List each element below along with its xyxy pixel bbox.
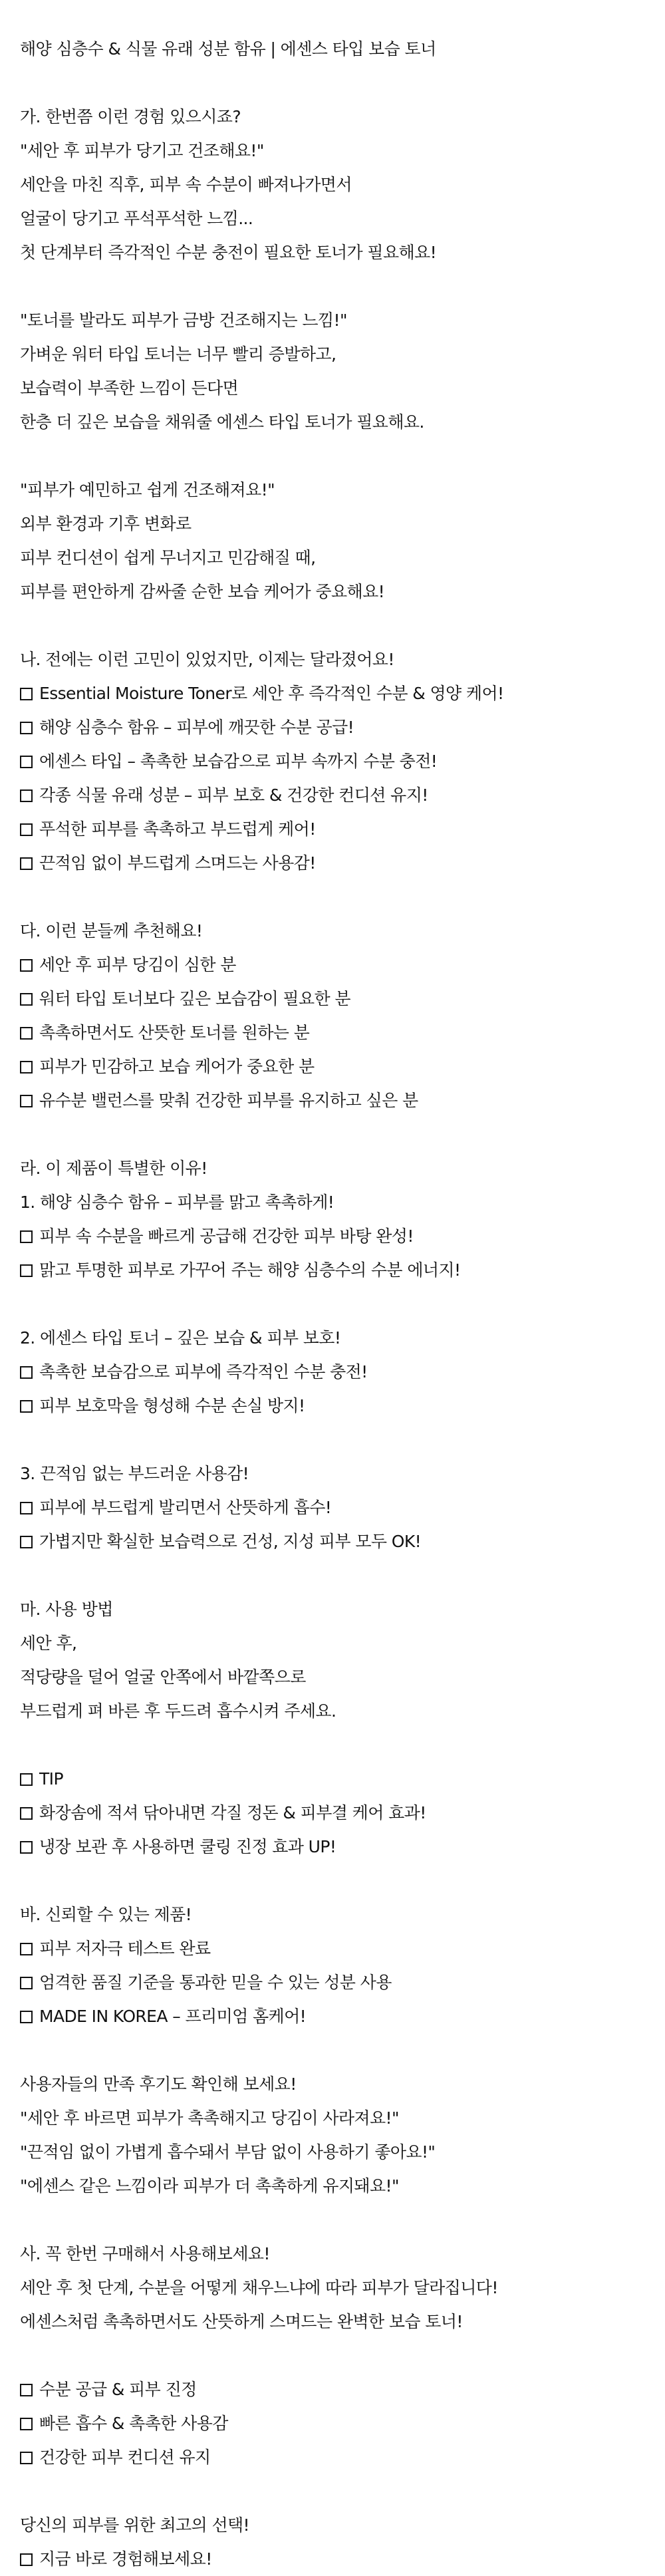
check-item-text: Essential Moisture Toner로 세안 후 즉각적인 수분 & 영양 케어!	[39, 684, 504, 703]
spacer	[20, 269, 652, 303]
check-item	[20, 982, 652, 1016]
section-ra	[20, 1151, 652, 1558]
check-item	[20, 1965, 652, 1999]
check-item-text: 각종 식물 유래 성분 – 피부 보호 & 건강한 컨디션 유지!	[39, 786, 428, 805]
spacer	[20, 1117, 652, 1151]
review-heading: 사용자들의 만족 후기도 확인해 보세요!	[20, 2075, 297, 2094]
section-heading: 가. 한번쯤 이런 경험 있으시죠?	[20, 107, 241, 126]
check-item-text: 화장솜에 적셔 닦아내면 각질 정돈 & 피부결 케어 효과!	[39, 1803, 426, 1822]
check-item	[20, 2440, 652, 2474]
spacer	[20, 2033, 652, 2067]
body-text: 세안을 마친 직후, 피부 속 수분이 빠져나가면서	[20, 175, 352, 194]
checkbox-icon	[20, 789, 33, 802]
check-item	[20, 948, 652, 982]
spacer	[20, 2474, 652, 2508]
spacer	[20, 1558, 652, 1592]
check-item-text: 맑고 투명한 피부로 가꾸어 주는 해양 심층수의 수분 에너지!	[39, 1260, 461, 1280]
checkbox-icon	[20, 756, 33, 768]
spacer	[20, 609, 652, 643]
check-item-text: 수분 공급 & 피부 진정	[39, 2380, 197, 2399]
check-item-text: 빠른 흡수 & 촉촉한 사용감	[39, 2414, 228, 2433]
checkbox-icon	[20, 1977, 33, 1989]
checkbox-icon	[20, 1061, 33, 1073]
check-item	[20, 1762, 652, 1796]
review-quote: "세안 후 바르면 피부가 촉촉해지고 당김이 사라져요!"	[20, 2108, 399, 2128]
check-item-text: 에센스 타입 – 촉촉한 보습감으로 피부 속까지 수분 충전!	[39, 752, 438, 771]
check-item-text: 해양 심층수 함유 – 피부에 깨끗한 수분 공급!	[39, 718, 354, 737]
checkbox-icon	[20, 1536, 33, 1548]
body-text: 세안 후 첫 단계, 수분을 어떻게 채우느냐에 따라 피부가 달라집니다!	[20, 2278, 498, 2297]
check-item	[20, 1219, 652, 1253]
checkbox-icon	[20, 2011, 33, 2023]
body-text: 에센스처럼 촉촉하면서도 산뜻하게 스며드는 완벽한 보습 토너!	[20, 2312, 463, 2331]
spacer	[20, 1864, 652, 1898]
check-item	[20, 1050, 652, 1083]
checkbox-icon	[20, 1943, 33, 1955]
check-item-text: 피부 저자극 테스트 완료	[39, 1939, 211, 1958]
check-item	[20, 2542, 652, 2576]
checkbox-icon	[20, 688, 33, 700]
checkbox-icon	[20, 959, 33, 972]
checkbox-icon	[20, 1773, 33, 1786]
section-na	[20, 643, 652, 880]
checkbox-icon	[20, 993, 33, 1006]
spacer	[20, 880, 652, 914]
check-item	[20, 1524, 652, 1558]
spacer	[20, 66, 652, 100]
spacer	[20, 439, 652, 473]
document-body	[20, 32, 652, 2576]
body-text: 세안 후,	[20, 1634, 77, 1653]
point-title: 1. 해양 심층수 함유 – 피부를 맑고 촉촉하게!	[20, 1193, 334, 1212]
checkbox-icon	[20, 1502, 33, 1514]
spacer	[20, 2203, 652, 2237]
body-text: 외부 환경과 기후 변화로	[20, 514, 192, 533]
check-item	[20, 1389, 652, 1423]
checkbox-icon	[20, 1230, 33, 1243]
pain-point-title: "피부가 예민하고 쉽게 건조해져요!"	[20, 480, 275, 500]
pain-point-title: "세안 후 피부가 당기고 건조해요!"	[20, 141, 264, 160]
check-item-text: 피부에 부드럽게 발리면서 산뜻하게 흡수!	[39, 1498, 332, 1517]
body-text: 보습력이 부족한 느낌이 든다면	[20, 378, 239, 398]
check-item	[20, 1932, 652, 1965]
check-item-text: 가볍지만 확실한 보습력으로 건성, 지성 피부 모두 OK!	[39, 1532, 422, 1551]
section-heading: 바. 신뢰할 수 있는 제품!	[20, 1905, 192, 1924]
check-item-text: 세안 후 피부 당김이 심한 분	[39, 955, 236, 974]
check-item	[20, 1355, 652, 1389]
check-item	[20, 744, 652, 778]
checkbox-icon	[20, 1841, 33, 1854]
checkbox-icon	[20, 2553, 33, 2566]
check-item-text: 피부가 민감하고 보습 케어가 중요한 분	[39, 1057, 315, 1076]
checkbox-icon	[20, 722, 33, 734]
review-quote: "끈적임 없이 가볍게 흡수돼서 부담 없이 사용하기 좋아요!"	[20, 2142, 436, 2162]
body-text: 적당량을 덜어 얼굴 안쪽에서 바깥쪽으로	[20, 1667, 306, 1687]
check-item-text: 피부 보호막을 형성해 수분 손실 방지!	[39, 1396, 305, 1415]
check-item	[20, 1016, 652, 1050]
checkbox-icon	[20, 857, 33, 870]
check-item-text: 냉장 보관 후 사용하면 쿨링 진정 효과 UP!	[39, 1837, 336, 1856]
checkbox-icon	[20, 823, 33, 836]
body-text: 가벼운 워터 타입 토너는 너무 빨리 증발하고,	[20, 345, 336, 364]
check-item	[20, 846, 652, 880]
checkbox-icon	[20, 1264, 33, 1277]
check-item	[20, 1796, 652, 1830]
body-text: 얼굴이 당기고 푸석푸석한 느낌...	[20, 209, 253, 228]
body-text: 한층 더 깊은 보습을 채워줄 에센스 타입 토너가 필요해요.	[20, 412, 424, 432]
section-ma	[20, 1592, 652, 1864]
checkbox-icon	[20, 2452, 33, 2464]
check-item-text: 건강한 피부 컨디션 유지	[39, 2448, 211, 2467]
check-item	[20, 1999, 652, 2033]
check-item-text: 촉촉하면서도 산뜻한 토너를 원하는 분	[39, 1023, 310, 1042]
document-title: 해양 심층수 & 식물 유래 성분 함유 | 에센스 타입 보습 토너	[20, 39, 436, 59]
body-text: 피부 컨디션이 쉽게 무너지고 민감해질 때,	[20, 548, 316, 567]
point-title: 3. 끈적임 없는 부드러운 사용감!	[20, 1464, 249, 1483]
section-heading: 사. 꼭 한번 구매해서 사용해보세요!	[20, 2244, 270, 2263]
check-item-text: 유수분 밸런스를 맞춰 건강한 피부를 유지하고 싶은 분	[39, 1091, 418, 1110]
section-heading: 나. 전에는 이런 고민이 있었지만, 이제는 달라졌어요!	[20, 650, 394, 669]
check-item	[20, 778, 652, 812]
check-item-text: 워터 타입 토너보다 깊은 보습감이 필요한 분	[39, 989, 350, 1008]
body-text: 첫 단계부터 즉각적인 수분 충전이 필요한 토너가 필요해요!	[20, 243, 437, 262]
check-item	[20, 1083, 652, 1117]
check-item-text: 촉촉한 보습감으로 피부에 즉각적인 수분 충전!	[39, 1362, 368, 1381]
check-item	[20, 2406, 652, 2440]
closing-line: 당신의 피부를 위한 최고의 선택!	[20, 2515, 249, 2535]
checkbox-icon	[20, 2418, 33, 2430]
spacer	[20, 1287, 652, 1321]
spacer	[20, 2339, 652, 2372]
spacer	[20, 1423, 652, 1457]
section-da	[20, 914, 652, 1117]
check-item-text: 지금 바로 경험해보세요!	[39, 2549, 212, 2569]
body-text: 피부를 편안하게 감싸줄 순한 보습 케어가 중요해요!	[20, 582, 385, 601]
check-item	[20, 812, 652, 846]
check-item-text: 끈적임 없이 부드럽게 스며드는 사용감!	[39, 853, 316, 873]
checkbox-icon	[20, 2384, 33, 2396]
pain-point-title: "토너를 발라도 피부가 금방 건조해지는 느낌!"	[20, 311, 347, 330]
check-item	[20, 676, 652, 710]
check-item	[20, 1830, 652, 1864]
section-sa	[20, 2237, 652, 2474]
point-title: 2. 에센스 타입 토너 – 깊은 보습 & 피부 보호!	[20, 1328, 341, 1348]
body-text: 부드럽게 펴 바른 후 두드려 흡수시켜 주세요.	[20, 1701, 336, 1721]
check-item	[20, 2372, 652, 2406]
check-item-text: 푸석한 피부를 촉촉하고 부드럽게 케어!	[39, 819, 316, 839]
checkbox-icon	[20, 1095, 33, 1107]
spacer	[20, 1728, 652, 1762]
check-item	[20, 1253, 652, 1287]
section-ba	[20, 1898, 652, 2203]
checkbox-icon	[20, 1807, 33, 1820]
check-item-text: MADE IN KOREA – 프리미엄 홈케어!	[39, 2007, 307, 2026]
closing	[20, 2508, 652, 2576]
checkbox-icon	[20, 1027, 33, 1040]
check-item-text: 엄격한 품질 기준을 통과한 믿을 수 있는 성분 사용	[39, 1973, 392, 1992]
section-ga	[20, 100, 652, 609]
checkbox-icon	[20, 1400, 33, 1413]
check-item	[20, 710, 652, 744]
checkbox-icon	[20, 1366, 33, 1379]
review-quote: "에센스 같은 느낌이라 피부가 더 촉촉하게 유지돼요!"	[20, 2176, 399, 2196]
check-item-text: TIP	[39, 1769, 63, 1789]
section-heading: 다. 이런 분들께 추천해요!	[20, 921, 203, 940]
section-heading: 라. 이 제품이 특별한 이유!	[20, 1159, 207, 1178]
check-item-text: 피부 속 수분을 빠르게 공급해 건강한 피부 바탕 완성!	[39, 1226, 414, 1246]
section-heading: 마. 사용 방법	[20, 1600, 113, 1619]
check-item	[20, 1491, 652, 1524]
